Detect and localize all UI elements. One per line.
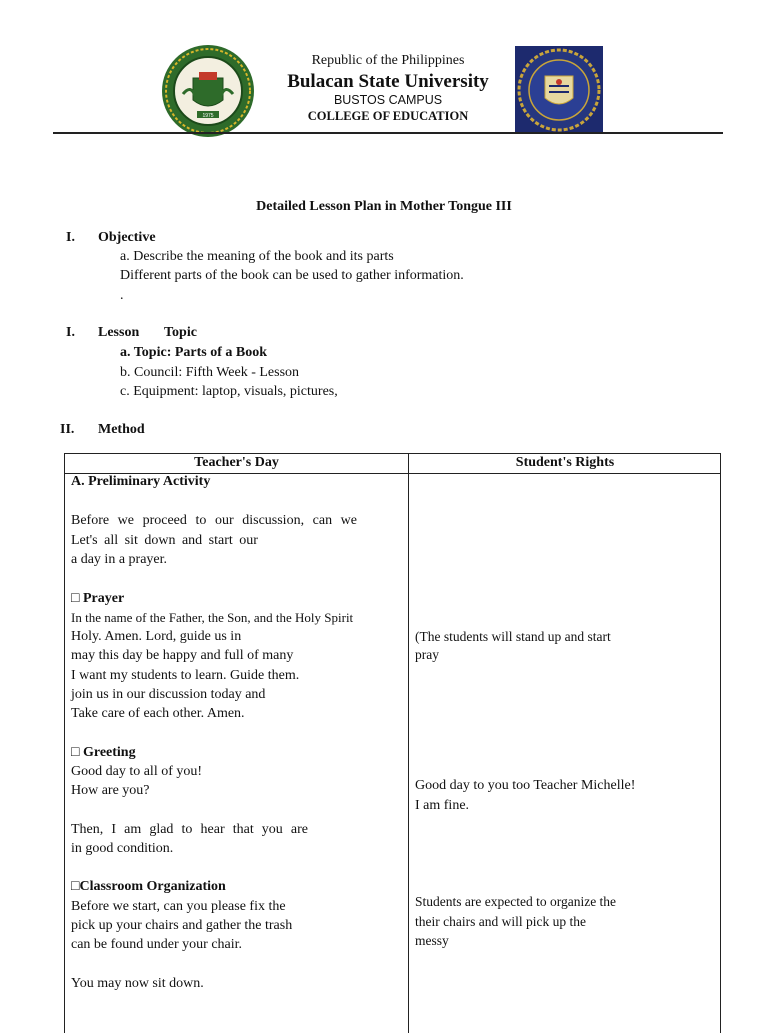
prayer-line-6: Take care of each other. Amen. [71, 706, 245, 721]
greeting-line-2: How are you? [71, 783, 150, 798]
topic-line-c: c. Equipment: laptop, visuals, pictures, [120, 384, 338, 399]
prayer-line-1: In the name of the Father, the Son, and the Holy Spirit [71, 610, 354, 625]
classroom-organization-heading-text: Classroom Organization [79, 879, 226, 894]
bullet-box-icon: □ [71, 745, 80, 760]
lesson-topic-numeral: I. [66, 325, 75, 340]
students-greet-line-2: I am fine. [415, 798, 470, 813]
students-rights-header: Student's Rights [515, 455, 615, 470]
glad-line-1-text: Then, I am glad to hear that you are [71, 822, 308, 837]
students-pray-line-2: pray [415, 647, 439, 662]
organization-line-3: can be found under your chair. [71, 937, 243, 952]
students-organize-line-3: messy [415, 933, 449, 948]
topic-heading: Topic [164, 325, 197, 340]
intro-line-3: a day in a prayer. [71, 552, 168, 567]
preliminary-activity-heading: A. Preliminary Activity [71, 474, 211, 489]
prayer-heading [71, 591, 124, 607]
students-pray-line-1: (The students will stand up and start [415, 629, 611, 644]
republic-line: Republic of the Philippines [311, 53, 465, 68]
college-name: COLLEGE OF EDUCATION [307, 108, 469, 123]
topic-line-b: b. Council: Fifth Week - Lesson [120, 365, 300, 380]
intro-line-1-text: Before we proceed to our discussion, can we [71, 513, 357, 528]
university-name: Bulacan State University [287, 70, 489, 92]
prayer-line-5: join us in our discussion today and [71, 687, 266, 702]
prayer-line-3: may this day be happy and full of many [71, 648, 294, 663]
objective-numeral: I. [66, 230, 75, 245]
header-divider [53, 132, 723, 134]
prayer-heading-text: Prayer [79, 591, 125, 606]
students-organize-line-1: Students are expected to organize the [415, 894, 617, 909]
bullet-box-icon: □ [71, 591, 80, 606]
prayer-line-4: I want my students to learn. Guide them. [71, 668, 300, 683]
college-of-education-seal-logo [515, 46, 603, 134]
campus-name: BUSTOS CAMPUS [333, 93, 443, 108]
bulsu-seal-logo [161, 44, 255, 138]
students-greet-line-1: Good day to you too Teacher Michelle! [415, 778, 636, 793]
glad-line-1 [71, 822, 308, 838]
objective-line-c: . [120, 288, 124, 303]
teachers-day-header: Teacher's Day [194, 455, 279, 470]
method-table [64, 453, 721, 1033]
greeting-heading [71, 745, 136, 761]
greeting-line-1: Good day to all of you! [71, 764, 203, 779]
institution-header [270, 52, 506, 125]
method-numeral: II. [60, 422, 75, 437]
method-heading: Method [98, 422, 145, 437]
prayer-line-2: Holy. Amen. Lord, guide us in [71, 629, 242, 644]
intro-line-2: Let's all sit down and start our [71, 533, 258, 548]
objective-line-b: Different parts of the book can be used to gather information. [120, 268, 464, 283]
sit-down-line: You may now sit down. [71, 976, 204, 991]
classroom-organization-heading [71, 879, 226, 895]
objective-heading: Objective [98, 230, 156, 245]
organization-line-1: Before we start, can you please fix the [71, 899, 286, 914]
bullet-box-icon: □ [71, 879, 80, 894]
lesson-plan-title: Detailed Lesson Plan in Mother Tongue III [256, 199, 512, 214]
svg-text:1975: 1975 [202, 113, 214, 119]
organization-line-2: pick up your chairs and gather the trash [71, 918, 293, 933]
students-organize-line-2: their chairs and will pick up the [415, 914, 586, 929]
intro-line-1 [71, 513, 357, 529]
topic-line-a: a. Topic: Parts of a Book [120, 345, 268, 360]
lesson-heading: Lesson [98, 325, 140, 340]
glad-line-2: in good condition. [71, 841, 174, 856]
column-divider [408, 454, 409, 1033]
objective-line-a: a. Describe the meaning of the book and its parts [120, 249, 394, 264]
greeting-heading-text: Greeting [79, 745, 136, 760]
